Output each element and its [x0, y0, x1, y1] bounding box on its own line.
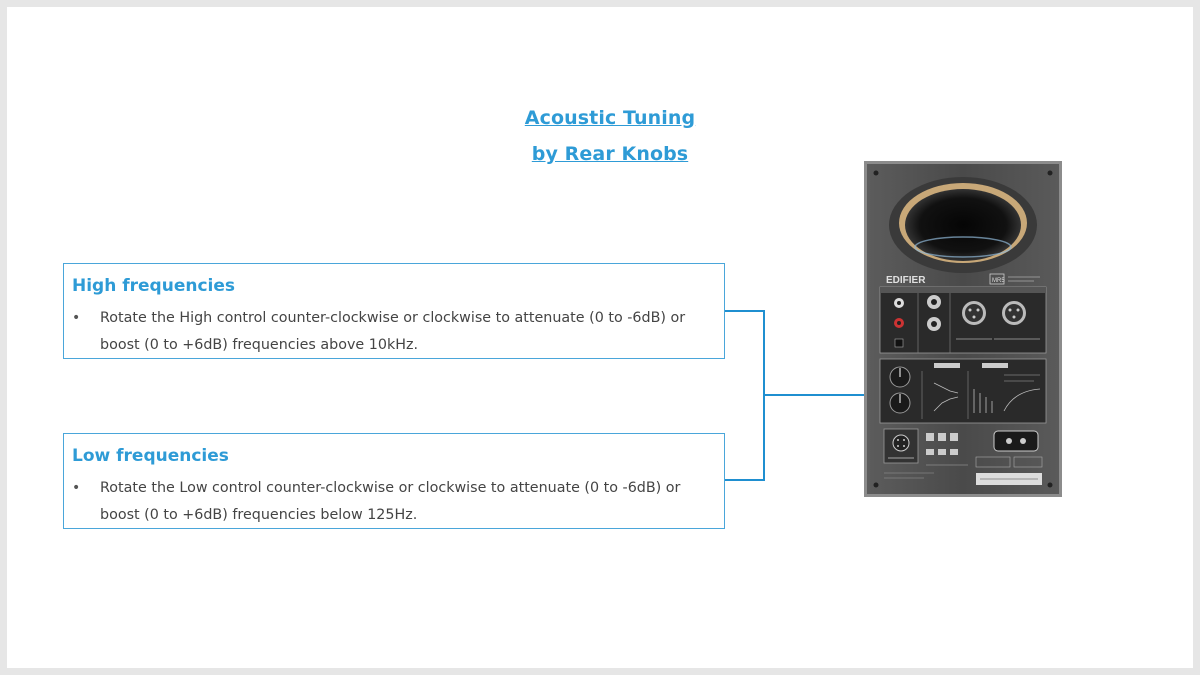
speaker-brand: EDIFIER: [886, 275, 926, 286]
high-frequencies-heading: High frequencies: [72, 276, 236, 296]
low-frequencies-heading: Low frequencies: [72, 446, 229, 466]
title-line-1: Acoustic Tuning: [524, 107, 696, 129]
speaker-rear-panel-image: [864, 161, 1062, 497]
title-line-2: by Rear Knobs: [531, 143, 689, 165]
speaker-model: MR5: [992, 278, 1005, 284]
high-frequencies-text: Rotate the High control counter-clockwise or clockwise to attenuate (0 to -6dB) or boost (0 to +6dB) frequencies above 10kHz.: [100, 310, 686, 353]
low-frequencies-text: Rotate the Low control counter-clockwise or clockwise to attenuate (0 to -6dB) or boost (0 to +6dB) frequencies below 125Hz.: [100, 480, 681, 523]
bullet-icon: •: [72, 310, 81, 326]
bullet-icon: •: [72, 480, 81, 496]
